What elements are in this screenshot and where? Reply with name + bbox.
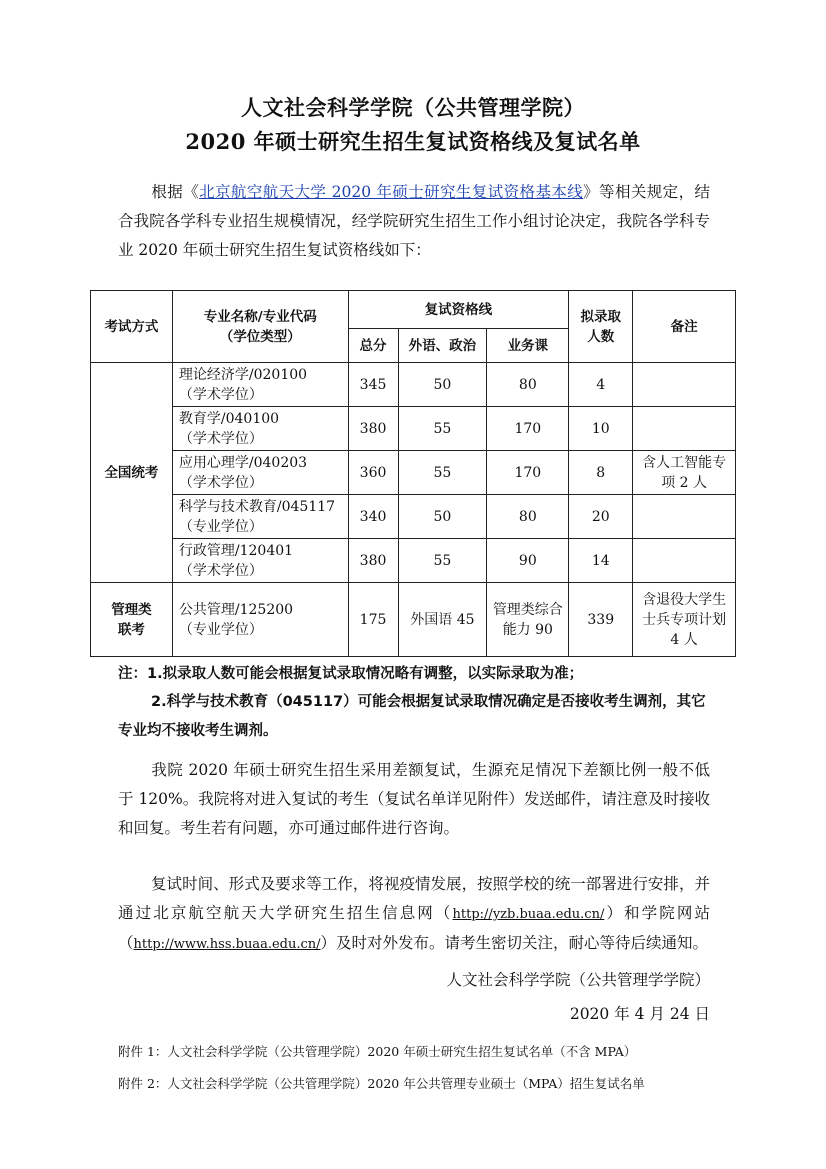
total-cell: 175 [348, 583, 398, 657]
paragraph-3-part2: ）和学院网站（ [118, 904, 710, 952]
intro-suffix: 》等相关规定，结合我院各学科专业招生规模情况，经学院研究生招生工作小组讨论决定，我院各学科专业 2020 年硕士研究生招生复试资格线如下： [118, 183, 710, 259]
policy-link[interactable]: 北京航空航天大学 2020 年硕士研究生复试资格基本线 [199, 183, 584, 201]
paragraph-3-part1: 复试时间、形式及要求等工作，将视疫情发展，按照学校的统一部署进行安排，并通过北京航空航天大学研究生招生信息网（ [118, 875, 710, 922]
remark-cell [633, 363, 736, 407]
method-cell: 全国统考 [91, 363, 173, 583]
header-foreign: 外语、政治 [398, 329, 487, 363]
major-name: 教育学/040100 [178, 410, 280, 427]
header-major [172, 291, 348, 363]
foreign-cell: 50 [398, 495, 487, 539]
table-row [91, 539, 736, 583]
page-title: 人文社会科学学院（公共管理学院） [241, 95, 585, 120]
business-cell: 80 [487, 363, 569, 407]
major-name: 科学与技术教育/045117 [178, 498, 336, 515]
table-row [91, 451, 736, 495]
planned-cell: 14 [569, 539, 633, 583]
signature-date: 2020 年 4 月 24 日 [569, 1005, 710, 1023]
major-cell [172, 539, 348, 583]
table-row [91, 495, 736, 539]
major-cell [172, 495, 348, 539]
note-1: 注：1.拟录取人数可能会根据复试录取情况略有调整，以实际录取为准； [118, 666, 584, 682]
table-row [91, 583, 736, 657]
business-cell: 170 [487, 451, 569, 495]
paragraph-3-part3: ）及时对外发布。请考生密切关注，耐心等待后续通知。 [320, 934, 709, 952]
foreign-cell: 55 [398, 451, 487, 495]
business-cell [487, 583, 569, 657]
major-cell [172, 451, 348, 495]
table-row [91, 407, 736, 451]
planned-cell: 4 [569, 363, 633, 407]
remark-cell [633, 407, 736, 451]
major-name: 理论经济学/020100 [178, 366, 308, 383]
major-type: （学术学位） [178, 386, 263, 403]
foreign-cell: 55 [398, 539, 487, 583]
header-major-sub: （学位类型） [219, 328, 301, 345]
yzb-link[interactable]: http://yzb.buaa.edu.cn/ [452, 907, 605, 922]
attachment-2: 附件 2：人文社会科学学院（公共管理学院）2020 年公共管理专业硕士（MPA）招生复试名单 [118, 1076, 645, 1091]
header-total: 总分 [348, 329, 398, 363]
paragraph-2-text: 我院 2020 年硕士研究生招生采用差额复试，生源充足情况下差额比例一般不低于 120%。我院将对进入复试的考生（复试名单详见附件）发送邮件，请注意及时接收和回复。考生若有问题，亦可通过邮件进行咨询。 [118, 761, 710, 837]
foreign-cell: 50 [398, 363, 487, 407]
remark-cell: 含人工智能专项 2 人 [633, 451, 736, 495]
major-cell [172, 407, 348, 451]
quota-table [90, 290, 736, 657]
major-cell [172, 583, 348, 657]
table-row [91, 363, 736, 407]
header-line: 复试资格线 [348, 291, 569, 329]
header-business: 业务课 [487, 329, 569, 363]
header-method: 考试方式 [91, 291, 173, 363]
remark-cell [633, 539, 736, 583]
major-type: （学术学位） [178, 474, 263, 491]
major-name: 公共管理/125200 [178, 601, 294, 618]
attachment-1: 附件 1：人文社会科学学院（公共管理学院）2020 年硕士研究生招生复试名单（不含 MPA） [118, 1044, 637, 1059]
method-label: 管理类联考 [111, 601, 152, 638]
major-name: 行政管理/120401 [178, 542, 294, 559]
major-cell [172, 363, 348, 407]
business-cell: 170 [487, 407, 569, 451]
business-cell: 90 [487, 539, 569, 583]
planned-cell: 20 [569, 495, 633, 539]
major-type: （专业学位） [178, 518, 263, 535]
remark-cell [633, 495, 736, 539]
header-major-label: 专业名称/专业代码 [203, 308, 317, 325]
total-cell: 380 [348, 407, 398, 451]
intro-prefix: 根据《 [151, 183, 200, 201]
major-type: （专业学位） [178, 621, 263, 638]
paragraph-3 [118, 870, 710, 959]
planned-cell: 8 [569, 451, 633, 495]
header-planned: 拟录取人数 [569, 291, 633, 363]
intro-paragraph [118, 178, 710, 265]
header-remark: 备注 [633, 291, 736, 363]
total-cell: 345 [348, 363, 398, 407]
method-cell [91, 583, 173, 657]
business-label: 管理类综合能力 90 [492, 601, 563, 638]
signature-org: 人文社会科学学院（公共管理学学院） [446, 971, 710, 989]
major-name: 应用心理学/040203 [178, 454, 308, 471]
total-cell: 340 [348, 495, 398, 539]
major-type: （学术学位） [178, 430, 263, 447]
business-cell: 80 [487, 495, 569, 539]
hss-link[interactable]: http://www.hss.buaa.edu.cn/ [133, 937, 321, 952]
planned-cell: 339 [569, 583, 633, 657]
foreign-cell: 55 [398, 407, 487, 451]
paragraph-2 [118, 756, 710, 843]
total-cell: 360 [348, 451, 398, 495]
major-type: （学术学位） [178, 562, 263, 579]
total-cell: 380 [348, 539, 398, 583]
planned-cell: 10 [569, 407, 633, 451]
note-2: 2.科学与技术教育（045117）可能会根据复试录取情况确定是否接收考生调剂，其它专业均不接收考生调剂。 [118, 694, 706, 739]
foreign-cell: 外国语 45 [398, 583, 487, 657]
page-subtitle: 2020 年硕士研究生招生复试资格线及复试名单 [185, 129, 641, 154]
remark-cell: 含退役大学生士兵专项计划 4 人 [633, 583, 736, 657]
